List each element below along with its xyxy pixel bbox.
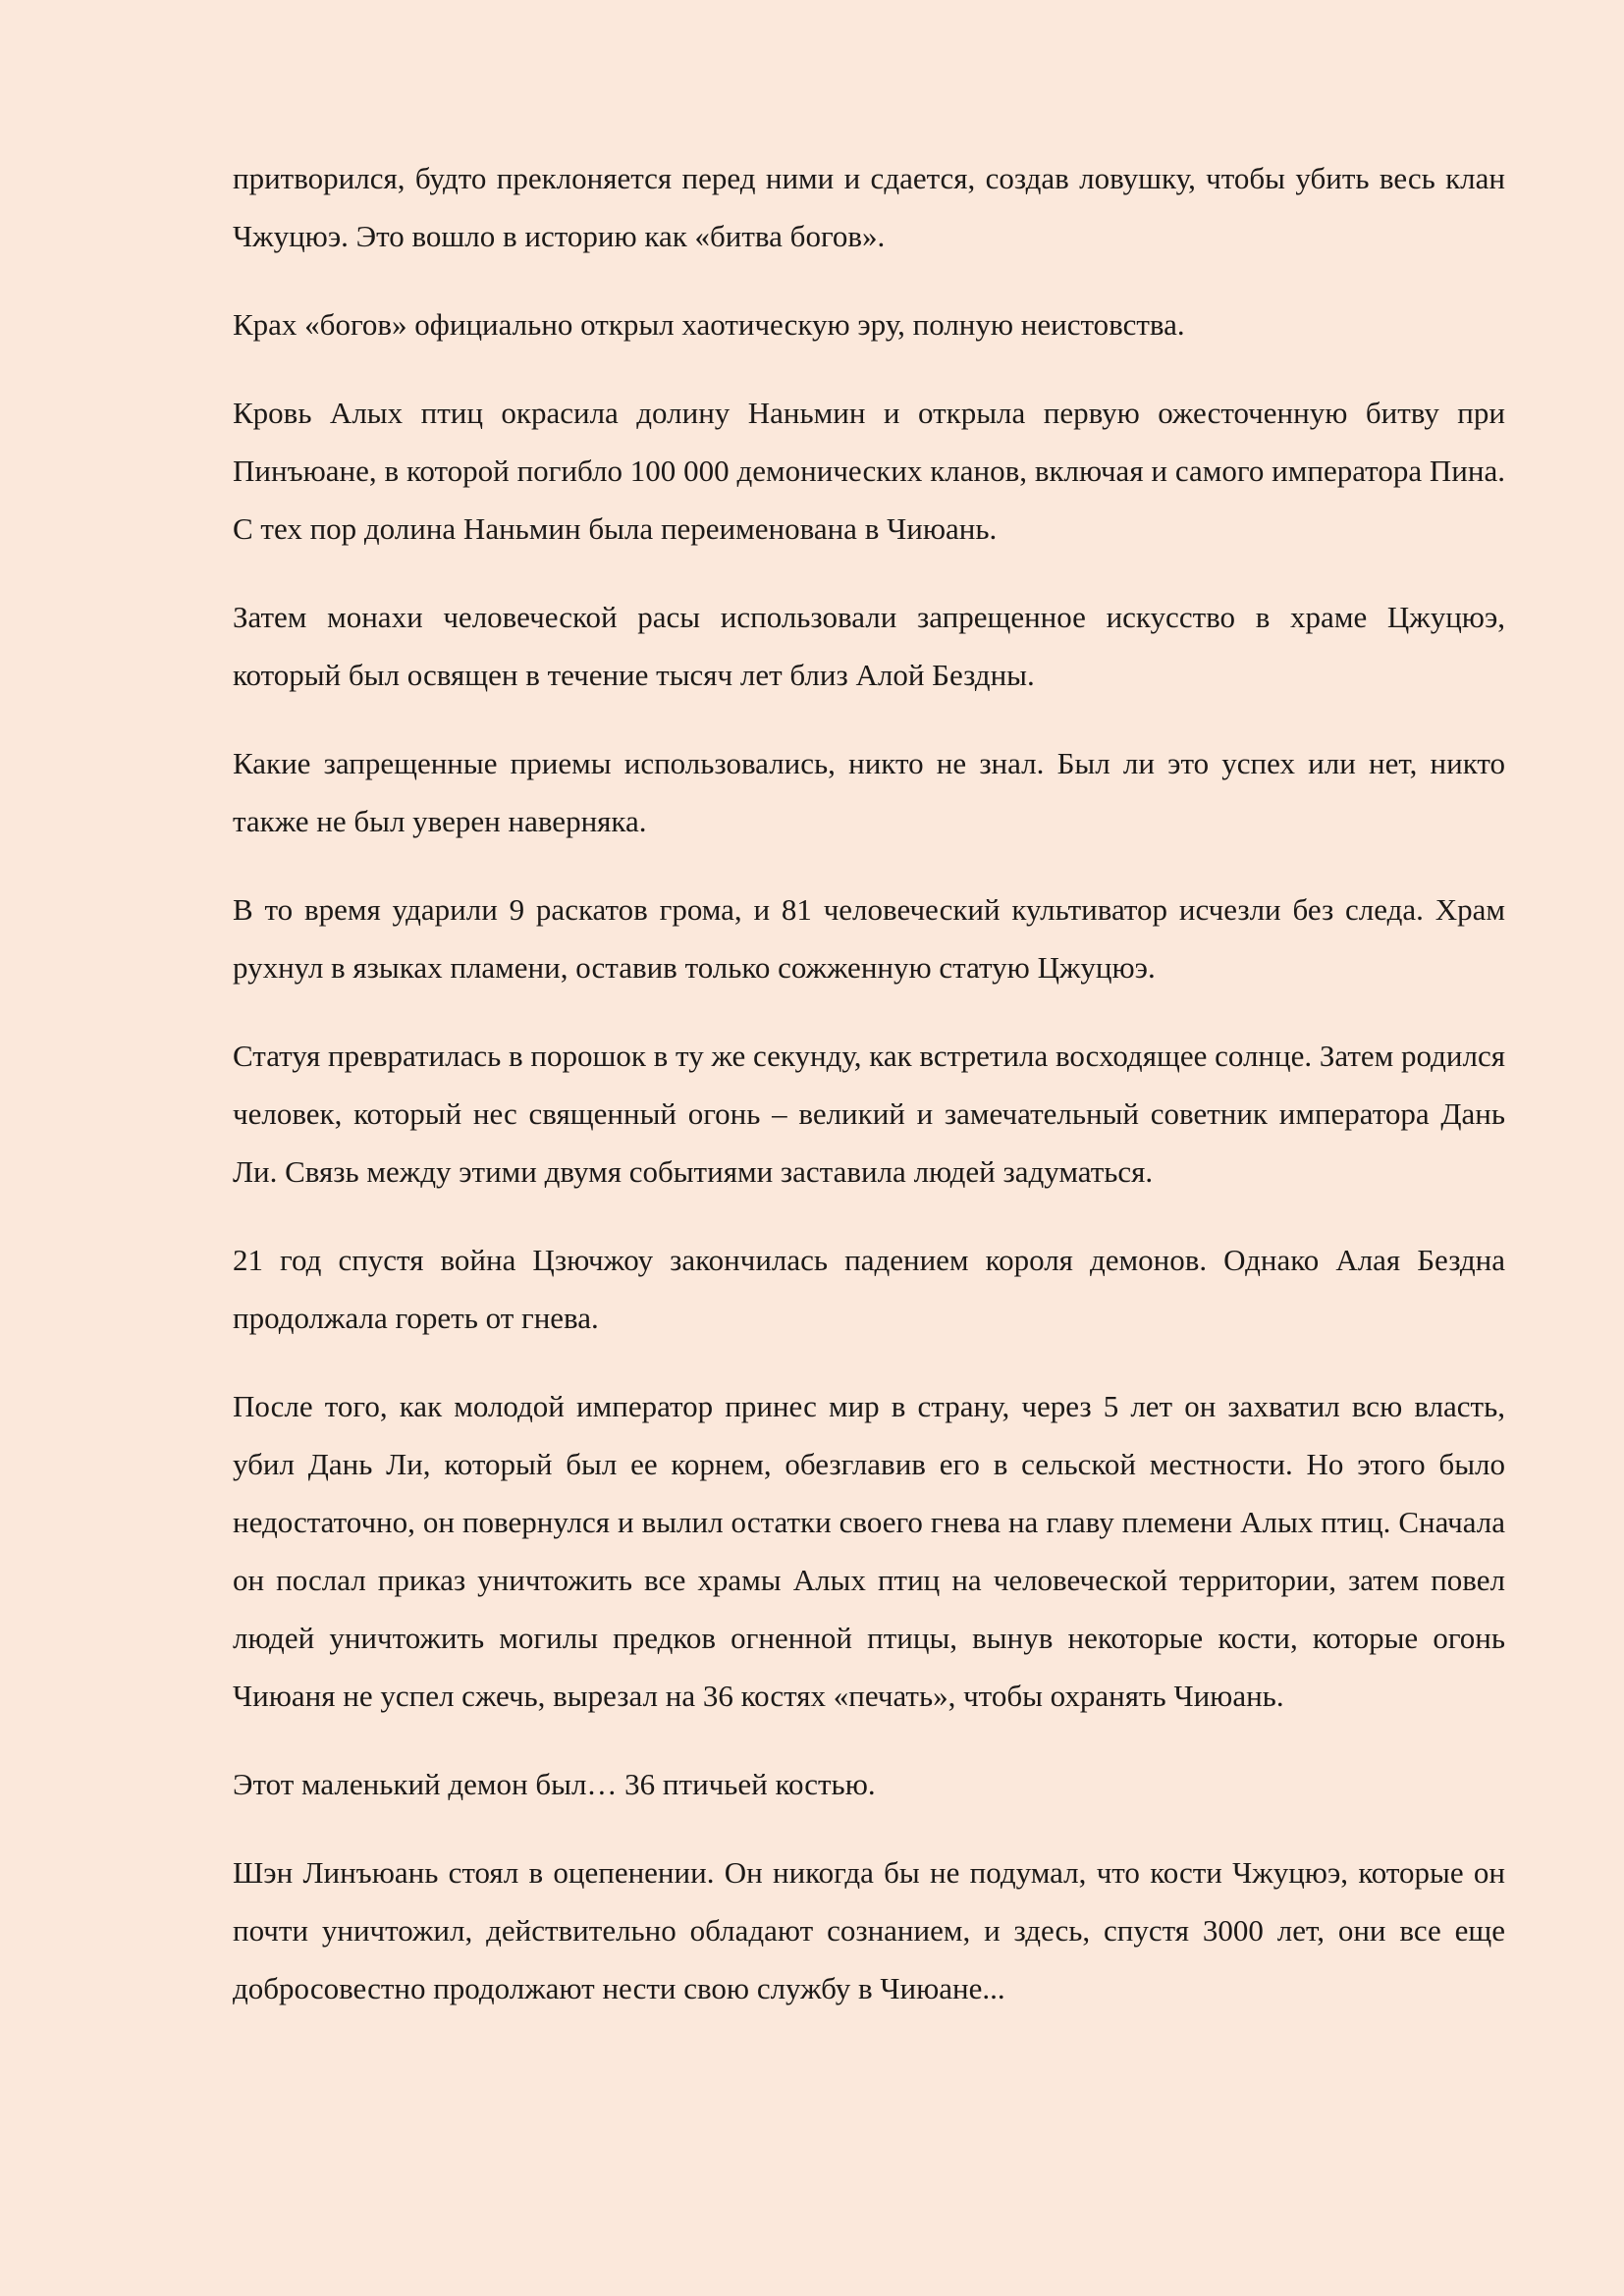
paragraph-7: Статуя превратилась в порошок в ту же секунду, как встретила восходящее солнце. Затем родился человек, который нес священный огонь – великий и замечательный советник императора Дань Ли. Связь между этими двумя событиями заставила людей задуматься. — [233, 1039, 1505, 1189]
paragraph-10: Этот маленький демон был… 36 птичьей костью. — [233, 1767, 876, 1801]
paragraph-9: После того, как молодой император принес мир в страну, через 5 лет он захватил всю власть, убил Дань Ли, который был ее корнем, обезглавив его в сельской местности. Но этого было недостаточно, он повернулся и вылил остатки своего гнева на главу племени Алых птиц. Сначала он послал приказ уничтожить все храмы Алых птиц на человеческой территории, затем повел людей уничтожить могилы предков огненной птицы, вынув некоторые кости, которые огонь Чиюаня не успел сжечь, вырезал на 36 костях «печать», чтобы охранять Чиюань. — [233, 1389, 1505, 1713]
paragraph-8: 21 год спустя война Цзючжоу закончилась падением короля демонов. Однако Алая Бездна продолжала гореть от гнева. — [233, 1243, 1505, 1335]
paragraph-3: Кровь Алых птиц окрасила долину Наньмин и открыла первую ожесточенную битву при Пинъюане, в которой погибло 100 000 демонических кланов, включая и самого императора Пина. С тех пор долина Наньмин была переименована в Чиюань. — [233, 396, 1505, 546]
document-page — [233, 149, 1505, 2048]
paragraph-6: В то время ударили 9 раскатов грома, и 81 человеческий культиватор исчезли без следа. Храм рухнул в языках пламени, оставив только сожженную статую Цжуцюэ. — [233, 892, 1505, 985]
paragraph-11: Шэн Линъюань стоял в оцепенении. Он никогда бы не подумал, что кости Чжуцюэ, которые он почти уничтожил, действительно обладают сознанием, и здесь, спустя 3000 лет, они все еще добросовестно продолжают нести свою службу в Чиюане... — [233, 1855, 1505, 2005]
paragraph-1: притворился, будто преклоняется перед ними и сдается, создав ловушку, чтобы убить весь клан Чжуцюэ. Это вошло в историю как «битва богов». — [233, 161, 1505, 253]
paragraph-4: Затем монахи человеческой расы использовали запрещенное искусство в храме Цжуцюэ, который был освящен в течение тысяч лет близ Алой Бездны. — [233, 600, 1505, 692]
paragraph-2: Крах «богов» официально открыл хаотическую эру, полную неистовства. — [233, 307, 1185, 342]
paragraph-5: Какие запрещенные приемы использовались, никто не знал. Был ли это успех или нет, никто также не был уверен наверняка. — [233, 746, 1505, 838]
